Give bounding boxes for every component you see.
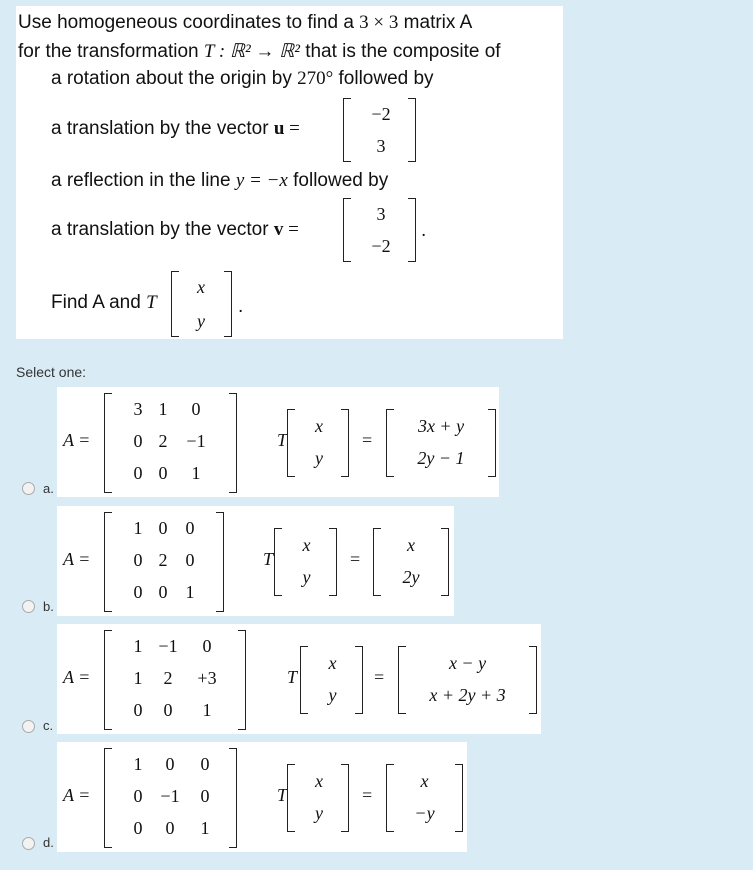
vector-v-right-bracket xyxy=(408,198,416,262)
option-c-equals-sign: = xyxy=(374,667,385,687)
question-text: matrix A xyxy=(398,12,473,33)
option-b-matrix-cell: 0 xyxy=(158,582,168,602)
option-b-matrix-cell: 2 xyxy=(158,550,168,570)
option-a-vector-left-bracket xyxy=(287,409,295,477)
option-c-matrix-cell: 0 xyxy=(133,700,143,720)
option-b-matrix-cell: 0 xyxy=(158,518,168,538)
question-text: a translation by the vector xyxy=(51,219,274,240)
option-b-radio[interactable] xyxy=(22,600,35,613)
option-c-matrix-cell: 1 xyxy=(202,700,212,720)
option-d-matrix-left-bracket xyxy=(104,748,112,848)
vector-u-left-bracket xyxy=(343,98,351,162)
matrix-dimension: 3 × 3 xyxy=(359,12,399,33)
question-line-2 xyxy=(18,40,501,63)
question-line-1 xyxy=(18,12,472,34)
question-text: a reflection in the line xyxy=(51,170,236,191)
option-a-vector-right-bracket xyxy=(341,409,349,477)
option-d-vector-x: x xyxy=(315,771,323,791)
option-c-matrix-left-bracket xyxy=(104,630,112,730)
option-b-letter: b. xyxy=(43,599,54,614)
option-d-matrix-cell: 0 xyxy=(165,818,175,838)
question-text: a rotation about the origin by xyxy=(51,68,298,89)
option-b-content[interactable] xyxy=(57,506,454,616)
option-b-matrix-cell: 0 xyxy=(185,518,195,538)
option-b-matrix-left-bracket xyxy=(104,512,112,612)
option-c-letter: c. xyxy=(43,718,54,733)
option-d-matrix-cell: 0 xyxy=(200,786,210,806)
option-c-matrix-cell: 1 xyxy=(133,636,143,656)
option-d-matrix-cell: 1 xyxy=(200,818,210,838)
option-c-radio[interactable] xyxy=(22,720,35,733)
question-text: followed by xyxy=(287,170,389,191)
option-b-matrix-cell: 1 xyxy=(133,518,143,538)
question-box xyxy=(16,6,563,339)
option-c-matrix-cell: 1 xyxy=(133,668,143,688)
option-a-matrix-label xyxy=(63,430,90,451)
option-c-matrix-right-bracket xyxy=(238,630,246,730)
option-a-transformation-symbol: T xyxy=(277,430,288,450)
option-b-matrix-right-bracket xyxy=(216,512,224,612)
option-d-vector-left-bracket xyxy=(287,764,295,832)
option-b-result-top: x xyxy=(407,535,415,555)
option-d-transformation-symbol: T xyxy=(277,785,288,805)
option-a-letter: a. xyxy=(43,481,54,496)
option-c-matrix-label-text: A = xyxy=(63,667,91,687)
option-b-result-bottom: 2y xyxy=(402,567,420,587)
vector-v-left-bracket xyxy=(343,198,351,262)
option-d-matrix-right-bracket xyxy=(229,748,237,848)
option-c-result-bottom: x + 2y + 3 xyxy=(429,685,506,705)
option-d-matrix-label-text: A = xyxy=(63,785,91,805)
transformation-map: T : ℝ² → ℝ² xyxy=(203,41,300,62)
period: . xyxy=(238,296,244,317)
option-a-result-top: 3x + y xyxy=(417,416,465,436)
option-b-vector-x: x xyxy=(302,535,311,555)
option-a-matrix-cell: 0 xyxy=(133,463,143,483)
option-d-letter: d. xyxy=(43,835,54,850)
option-c-matrix-cell: 2 xyxy=(163,668,173,688)
option-c-vector-right-bracket xyxy=(355,646,363,714)
vector-u-right-bracket xyxy=(408,98,416,162)
vector-u-top: −2 xyxy=(371,104,391,124)
option-d-matrix-cell: −1 xyxy=(160,786,180,806)
option-d-matrix-cell: 1 xyxy=(133,754,143,774)
option-b-vector-y: y xyxy=(302,567,311,587)
option-d-matrix-cell: 0 xyxy=(200,754,210,774)
vector-v-symbol: v xyxy=(273,219,284,240)
question-find-line xyxy=(51,292,157,314)
option-a-matrix-right-bracket xyxy=(229,393,237,493)
question-text: a translation by the vector xyxy=(51,118,274,139)
option-d-matrix-cell: 0 xyxy=(133,818,143,838)
option-b-matrix-cell: 0 xyxy=(185,550,195,570)
option-a-matrix-cell: 2 xyxy=(158,431,168,451)
vector-v-top: 3 xyxy=(376,204,386,224)
option-d-content[interactable] xyxy=(57,742,467,852)
option-d-result-bottom: −y xyxy=(414,803,435,823)
rotation-angle: 270° xyxy=(297,68,334,89)
transformation-symbol: T xyxy=(146,292,157,313)
option-b-transformation-symbol: T xyxy=(263,549,274,569)
option-d-vector-right-bracket xyxy=(341,764,349,832)
option-a-matrix-cell: 3 xyxy=(133,399,143,419)
select-one-label: Select one: xyxy=(16,364,87,380)
option-c-matrix-cell: 0 xyxy=(163,700,173,720)
option-b-matrix-label-text: A = xyxy=(63,549,91,569)
option-a-matrix-cell: 1 xyxy=(191,463,201,483)
option-a-matrix-label-text: A = xyxy=(63,430,91,450)
period: . xyxy=(421,220,427,241)
equals-sign: = xyxy=(284,118,300,139)
question-text: followed by xyxy=(333,68,434,89)
option-b-matrix-cell: 0 xyxy=(133,550,143,570)
option-c-result-top: x − y xyxy=(448,653,487,673)
vector-v-bottom: −2 xyxy=(371,236,391,256)
option-c-transformation-symbol: T xyxy=(287,667,298,687)
question-line-4 xyxy=(51,118,300,140)
option-d-matrix-cell: 0 xyxy=(165,754,175,774)
reflection-line-equation: y = −x xyxy=(235,170,288,191)
option-d-result-top: x xyxy=(420,771,429,791)
option-c-vector-left-bracket xyxy=(300,646,308,714)
question-text: Find A and xyxy=(51,292,147,313)
find-vector-y: y xyxy=(197,311,205,331)
question-text: for the transformation xyxy=(18,41,204,62)
option-b-matrix-label xyxy=(63,549,90,570)
option-b-vector-left-bracket xyxy=(274,528,282,596)
option-a-matrix-left-bracket xyxy=(104,393,112,493)
question-line-6 xyxy=(51,219,299,241)
option-a-matrix-cell: 0 xyxy=(133,431,143,451)
option-a-matrix-cell: −1 xyxy=(186,431,206,451)
option-b-vector-right-bracket xyxy=(329,528,337,596)
option-c-matrix-cell: 0 xyxy=(202,636,212,656)
find-vector-x: x xyxy=(197,277,205,297)
option-b-matrix-cell: 0 xyxy=(133,582,143,602)
vector-u-symbol: u xyxy=(273,118,285,139)
option-c-matrix-cell: −1 xyxy=(158,636,178,656)
find-vector-left-bracket xyxy=(171,271,179,337)
option-a-vector-x: x xyxy=(315,416,323,436)
option-c-matrix-cell: +3 xyxy=(197,668,217,688)
option-c-matrix-label xyxy=(63,667,90,688)
option-a-matrix-cell: 0 xyxy=(191,399,201,419)
option-a-result-bottom: 2y − 1 xyxy=(417,448,465,468)
option-a-radio[interactable] xyxy=(22,482,35,495)
option-a-vector-y: y xyxy=(315,448,323,468)
option-c-vector-x: x xyxy=(328,653,337,673)
option-d-matrix-cell: 0 xyxy=(133,786,143,806)
option-d-vector-y: y xyxy=(315,803,323,823)
find-vector-right-bracket xyxy=(224,271,232,337)
option-c-vector-y: y xyxy=(328,685,337,705)
option-a-matrix-cell: 1 xyxy=(158,399,168,419)
vector-u-bottom: 3 xyxy=(376,136,386,156)
option-d-matrix-label xyxy=(63,785,90,806)
option-a-equals-sign: = xyxy=(362,430,373,450)
option-a-matrix-cell: 0 xyxy=(158,463,168,483)
question-text: Use homogeneous coordinates to find a xyxy=(18,12,360,33)
question-text: that is the composite of xyxy=(299,41,501,62)
option-d-radio[interactable] xyxy=(22,837,35,850)
question-line-3 xyxy=(51,68,434,90)
option-b-matrix-cell: 1 xyxy=(185,582,195,602)
question-line-5 xyxy=(51,170,388,192)
option-d-equals-sign: = xyxy=(362,785,373,805)
equals-sign: = xyxy=(283,219,299,240)
option-b-equals-sign: = xyxy=(350,549,361,569)
